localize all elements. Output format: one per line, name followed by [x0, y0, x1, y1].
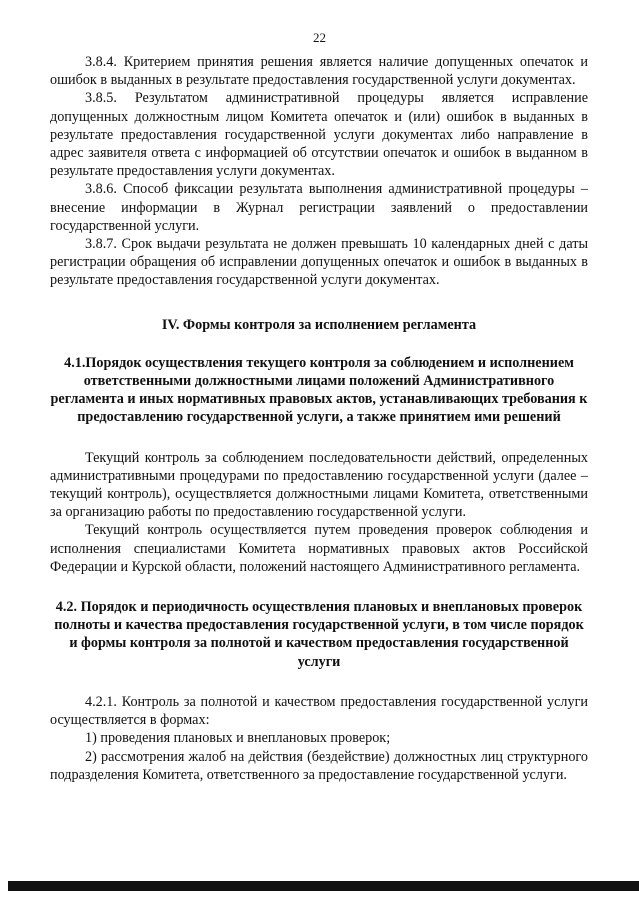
page-number: 22 — [313, 30, 326, 45]
paragraph-3-8-6: 3.8.6. Способ фиксации результата выполнения административной процедуры – внесение информации в Журнал регистрации заявлений о предоставлении государственной услуги. — [50, 181, 588, 234]
section-4-2-heading: 4.2. Порядок и периодичность осуществления плановых и внеплановых проверок полноты и качества предоставления государственной услуги, в том числе порядок и формы контроля за полнотой и качеством предоставления государственной услуги — [54, 599, 584, 670]
paragraph-3-8-4: 3.8.4. Критерием принятия решения является наличие допущенных опечаток и ошибок в выданных в результате предоставления государственной услуги документах. — [50, 54, 588, 89]
paragraph-3-8-5: 3.8.5. Результатом административной процедуры является исправление допущенных должностным лицом Комитета опечаток и (или) ошибок в выданных в результате предоставления государственной услуги документах либо направление в адрес заявителя ответа с информацией об отсутствии опечаток и ошибок в выданном в результате предоставления услуги документах. — [50, 90, 588, 180]
document-body — [50, 53, 588, 784]
list-item-2: 2) рассмотрения жалоб на действия (бездействие) должностных лиц структурного подразделения Комитета, ответственного за предоставление государственной услуги. — [50, 748, 588, 783]
scan-edge-bar — [8, 881, 639, 891]
list-item-1: 1) проведения плановых и внеплановых проверок; — [85, 730, 391, 747]
section-4-1-heading: 4.1.Порядок осуществления текущего контроля за соблюдением и исполнением ответственными должностными лицами положений Административного регламента и иных нормативных правовых актов, устанавливающих требования к предоставлению государственной услуги, а также принятием ими решений — [50, 354, 588, 426]
section-iv-heading: IV. Формы контроля за исполнением регламента — [161, 316, 477, 333]
paragraph-4-2-1: 4.2.1. Контроль за полнотой и качеством предоставления государственной услуги осуществляется в формах: — [50, 693, 588, 729]
paragraph-4-1-b: Текущий контроль осуществляется путем проведения проверок соблюдения и исполнения специалистами Комитета нормативных правовых актов Российской Федерации и Курской области, положений настоящего Административного регламента. — [50, 522, 588, 575]
paragraph-3-8-7: 3.8.7. Срок выдачи результата не должен превышать 10 календарных дней с даты регистрации обращения об исправлении допущенных опечаток и ошибок в выданных в результате предоставления государственной услуги документах. — [50, 236, 588, 289]
paragraph-4-1-a: Текущий контроль за соблюдением последовательности действий, определенных административными процедурами по предоставлению государственной услуги (далее – текущий контроль), осуществляется должностными лицами Комитета, ответственными за организацию работы по предоставлению государственной услуги. — [50, 449, 588, 521]
